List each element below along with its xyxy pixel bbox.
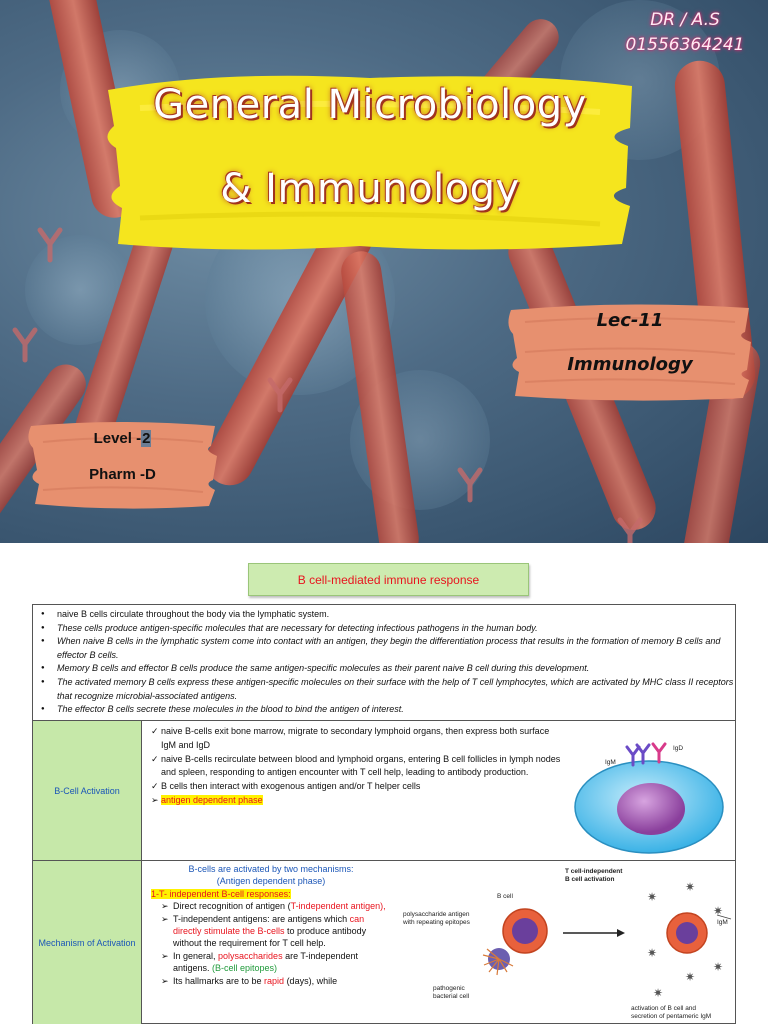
text-run: to produce antibody without the requirement for T cell help.	[173, 926, 367, 949]
author-name: DR / A.S	[650, 10, 720, 30]
list-item: ● Memory B cells and effector B cells produce the same antigen-specific molecules as their parent naive B cell during this development.	[41, 662, 735, 676]
svg-text:✷: ✷	[685, 880, 696, 894]
t-independent-heading	[151, 888, 391, 900]
svg-text:✷: ✷	[653, 986, 664, 1000]
list-item	[151, 913, 391, 950]
activation-list	[151, 725, 563, 808]
igd-label: IgD	[673, 745, 684, 752]
arrow-bullet-icon: ➢	[161, 950, 169, 961]
level-prefix: Level -	[93, 430, 142, 447]
result-label-line-1: activation of B cell and	[631, 1005, 697, 1012]
svg-text:✷: ✷	[713, 904, 724, 918]
result-label-line-2: secretion of pentameric IgM	[631, 1013, 712, 1020]
level-banner	[25, 420, 220, 510]
svg-text:✷: ✷	[647, 946, 658, 960]
title-banner	[100, 68, 640, 253]
text-run-green: (B-cell epitopes)	[212, 963, 278, 974]
list-item	[151, 794, 563, 808]
row-label-activation: B-Cell Activation	[33, 721, 142, 860]
row-label-mechanism: Mechanism of Activation	[33, 861, 142, 1024]
text-run-red: rapid	[264, 975, 285, 986]
checkmark-icon: ✓	[151, 753, 159, 764]
text-run-red: T-independent antigen),	[290, 901, 386, 912]
polysaccharide-label	[403, 911, 470, 927]
main-title-line-1: General Microbiology	[153, 82, 587, 128]
lecture-number: Lec-11	[596, 310, 664, 331]
text-run: Direct recognition of antigen (	[173, 901, 291, 912]
checkmark-icon: ✓	[151, 781, 159, 792]
svg-text:✷: ✷	[647, 890, 658, 904]
lecture-banner	[505, 302, 755, 402]
mechanism-row	[33, 861, 735, 1024]
arrow-bullet-icon: ➢	[161, 913, 169, 924]
text-run: In general,	[173, 950, 219, 961]
level-number: 2	[142, 430, 151, 447]
pathogen-label-line-2: bacterial cell	[433, 993, 470, 1000]
pathogen-label-line-1: pathogenic	[433, 985, 465, 992]
text-run: are T-independent antigens.	[173, 950, 358, 974]
list-item-text: naive B-cells exit bone marrow, migrate to secondary lymphoid organs, then express both surface IgM and IgD	[161, 726, 550, 750]
arrow-bullet-icon: ➢	[151, 794, 159, 805]
figure-title	[565, 868, 622, 884]
text-run: Its hallmarks are to be	[173, 975, 265, 986]
intro-row	[33, 605, 735, 721]
list-item: ● The activated memory B cells express these antigen-specific molecules on their surface with the help of T cell lymphocytes, which are activated by MHC class II receptors that recognize microbial-associated antigens.	[41, 676, 735, 703]
arrow-bullet-icon: ➢	[161, 975, 169, 986]
mechanism-text	[151, 863, 391, 987]
intro-bullet-list	[41, 608, 735, 717]
poly-label-line-1: polysaccharide antigen	[403, 911, 470, 918]
b-cell-illustration	[563, 721, 735, 861]
igm-figure-label: IgM	[717, 919, 728, 926]
result-label	[631, 1005, 711, 1021]
list-item	[151, 950, 391, 975]
list-item	[151, 753, 563, 781]
list-item-text: naive B-cells recirculate between blood and lymphoid organs, entering B cell follicles in lymph nodes and spleen, responding to antigen encounter with T cell help, leading to antibody production.	[161, 753, 561, 778]
igm-label: IgM	[605, 759, 616, 766]
list-item	[151, 900, 391, 912]
b-cell-activation-row	[33, 721, 735, 861]
pathogen-label	[433, 985, 469, 1001]
text-run: T-independent antigens: are antigens which	[173, 913, 350, 924]
list-item: ● The effector B cells secrete these molecules in the blood to bind the antigen of interest.	[41, 703, 735, 717]
text-run: (days), while	[284, 975, 338, 986]
t-independent-activation-figure	[395, 861, 735, 1024]
t-independent-title: 1-T- independent B-cell responses:	[151, 888, 291, 899]
highlighted-phase: antigen dependent phase	[161, 794, 263, 805]
list-item: ● naive B cells circulate throughout the body via the lymphatic system.	[41, 608, 735, 622]
svg-text:✷: ✷	[685, 970, 696, 984]
lecture-topic: Immunology	[567, 354, 693, 375]
svg-text:✷: ✷	[713, 960, 724, 974]
arrow-bullet-icon: ➢	[161, 901, 169, 912]
list-item	[151, 780, 563, 794]
content-table	[32, 604, 736, 1024]
list-item	[151, 975, 391, 987]
program-label: Pharm -D	[89, 466, 156, 483]
poly-label-line-2: with repeating epitopes	[403, 919, 470, 926]
list-item: ● These cells produce antigen-specific molecules that are necessary for detecting infectious pathogens in the human body.	[41, 622, 735, 636]
figure-title-line-1: T cell-independent	[565, 868, 623, 875]
mechanism-heading: B-cells are activated by two mechanisms:	[188, 864, 354, 874]
author-phone: 01556364241	[625, 35, 745, 55]
list-item: ● When naive B cells in the lymphatic system come into contact with an antigen, they begin the differentiation process that results in the formation of memory B cells and effector B cells.	[41, 635, 735, 662]
b-cell-figure	[563, 721, 735, 861]
level-label	[25, 430, 220, 447]
section-title: B cell-mediated immune response	[248, 563, 529, 596]
figure-title-line-2: B cell activation	[565, 876, 615, 883]
author-contact	[610, 8, 760, 58]
text-run-red: polysaccharides	[218, 950, 283, 961]
list-item-text: B cells then interact with exogenous antigen and/or T helper cells	[161, 781, 421, 792]
checkmark-icon: ✓	[151, 726, 159, 736]
mechanism-subheading: (Antigen dependent phase)	[216, 876, 326, 887]
main-title-line-2: & Immunology	[220, 166, 520, 212]
b-cell-label: B cell	[497, 893, 513, 900]
text-run-red: can directly stimulate the B-cells	[173, 913, 365, 937]
list-item	[151, 725, 563, 753]
